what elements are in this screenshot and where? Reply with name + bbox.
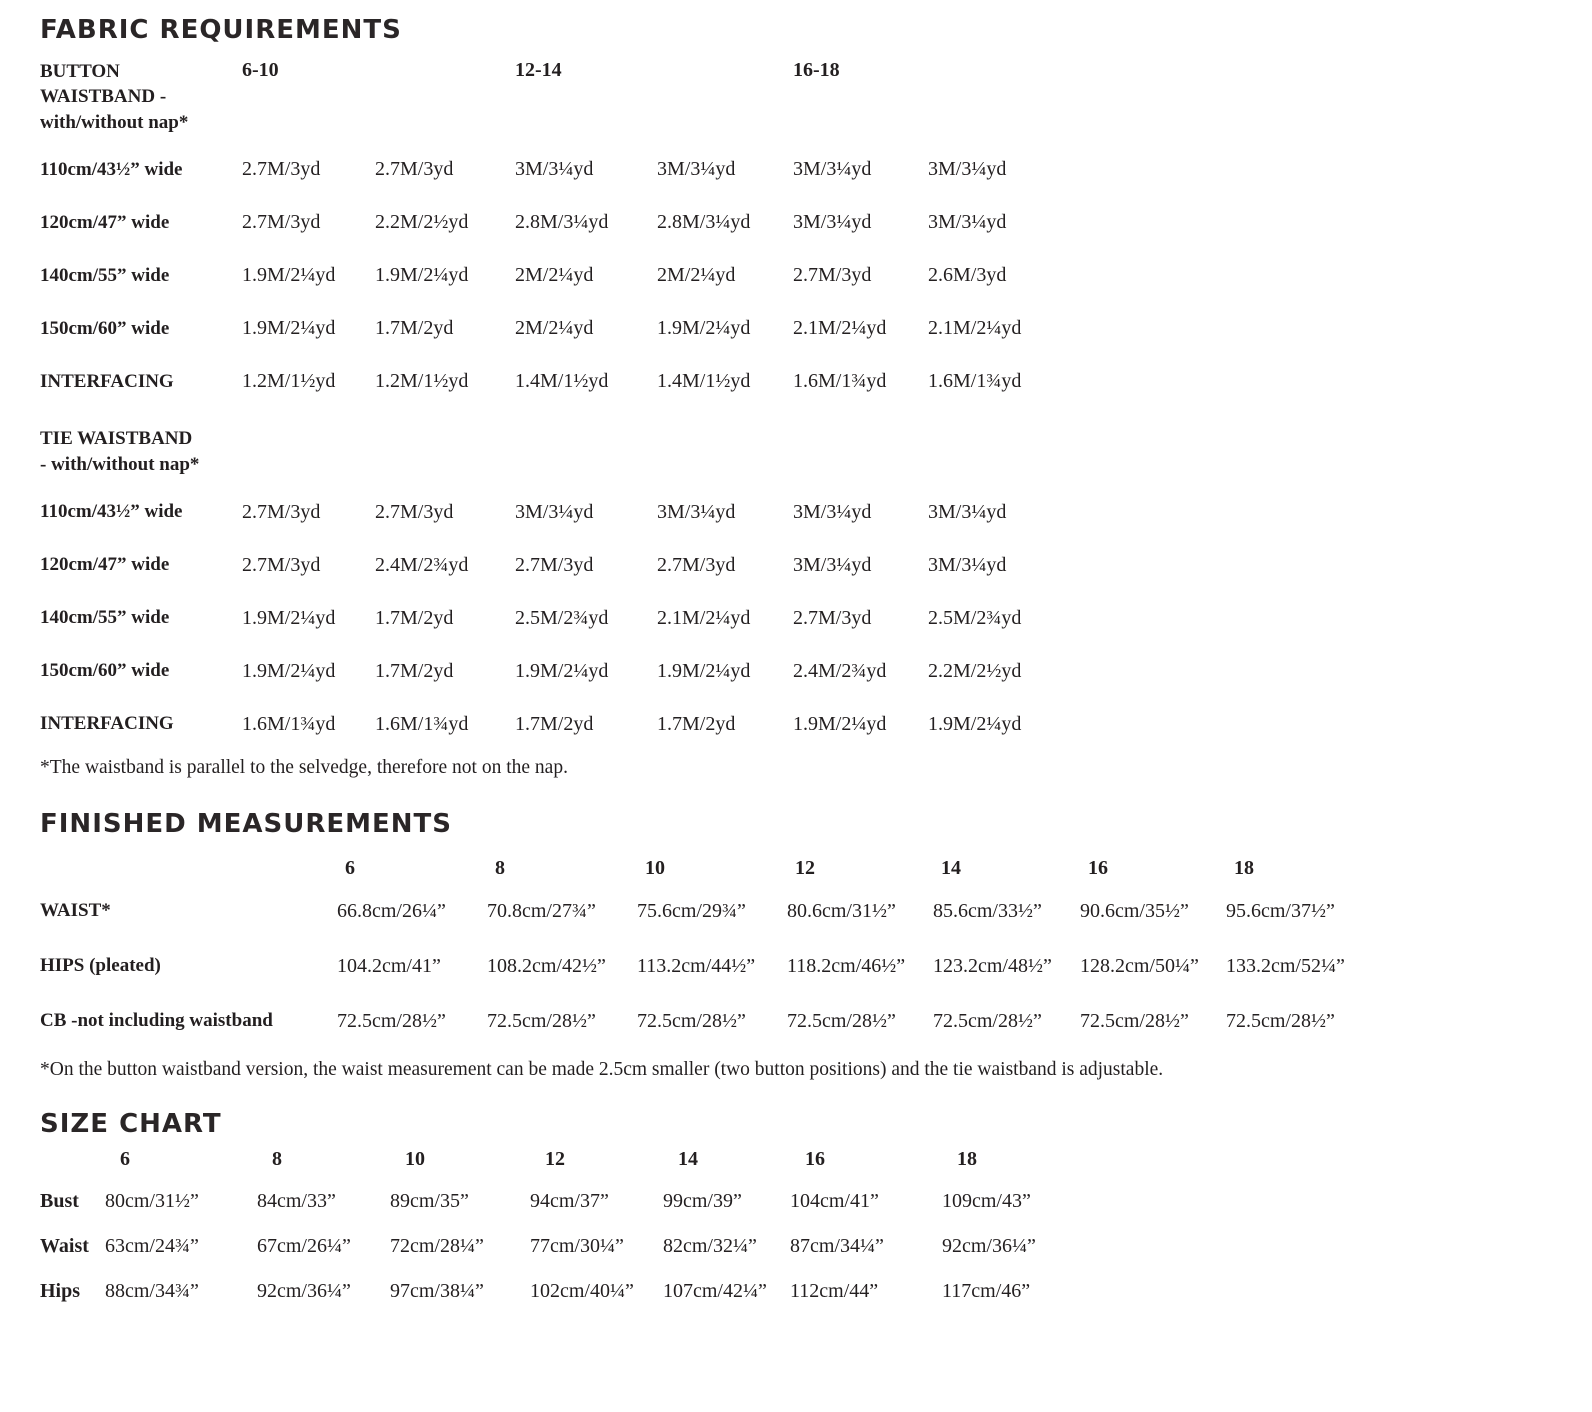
button-waistband-label [40,59,242,136]
size-header-label: 10 [645,856,665,879]
cell-value: 2.6M/3yd [928,264,1007,287]
table-row [40,939,1562,994]
size-header-label: 10 [405,1148,425,1171]
label-line: - with/without nap* [40,454,200,476]
cell-value: 112cm/44” [790,1280,879,1303]
cell-value: 1.9M/2¼yd [242,659,336,682]
cell-value: 3M/3¼yd [657,158,736,181]
cell-value: 3M/3¼yd [928,553,1007,576]
row-label: 150cm/60” wide [40,317,170,339]
cell-value: 2.2M/2½yd [375,211,469,234]
cell-value: 118.2cm/46½” [787,954,906,977]
cell-value: 92cm/36¼” [942,1235,1036,1258]
size-header-label: 12 [795,856,815,879]
cell-value: 3M/3¼yd [793,500,872,523]
row-label: CB -not including waistband [40,1010,273,1032]
cell-value: 3M/3¼yd [657,500,736,523]
cell-value: 72.5cm/28½” [487,1009,596,1032]
cell-value: 1.2M/1½yd [375,370,469,393]
row-label: 120cm/47” wide [40,211,170,233]
size-header-label: 6 [345,856,355,879]
cell-value: 1.6M/1¾yd [793,370,887,393]
size-chart-size-header-row [40,1148,1562,1171]
cell-value: 104.2cm/41” [337,954,441,977]
row-label: 140cm/55” wide [40,264,170,286]
fabric-requirements-title: FABRIC REQUIREMENTS [40,15,402,45]
cell-value: 67cm/26¼” [257,1235,351,1258]
cell-value: 2.7M/3yd [375,500,454,523]
cell-value: 1.9M/2¼yd [928,712,1022,735]
size-chart-title: SIZE CHART [40,1108,222,1139]
cell-value: 1.2M/1½yd [242,370,336,393]
cell-value: 2.7M/3yd [793,606,872,629]
cell-value: 82cm/32¼” [663,1235,757,1258]
row-label: Hips [40,1280,81,1303]
cell-value: 1.9M/2¼yd [375,264,469,287]
table-row [40,355,1562,408]
cell-value: 1.7M/2yd [657,712,736,735]
cell-value: 3M/3¼yd [928,158,1007,181]
cell-value: 2M/2¼yd [515,317,594,340]
cell-value: 72.5cm/28½” [1226,1009,1335,1032]
cell-value: 2.7M/3yd [242,553,321,576]
cell-value: 2.5M/2¾yd [515,606,609,629]
table-row [40,143,1562,196]
cell-value: 84cm/33” [257,1190,336,1213]
cell-value: 97cm/38¼” [390,1280,484,1303]
selvedge-footnote: *The waistband is parallel to the selvedge, therefore not on the nap. [40,756,568,778]
cell-value: 72cm/28¼” [390,1235,484,1258]
size-header-label: 8 [495,856,505,879]
finished-measurements-table [40,884,1562,1049]
table-row [40,1269,1562,1314]
cell-value: 1.9M/2¼yd [242,264,336,287]
cell-value: 72.5cm/28½” [1080,1009,1189,1032]
finished-measurements-size-header-row [40,857,1562,880]
table-row [40,1179,1562,1224]
size-chart-table [40,1179,1562,1314]
cell-value: 72.5cm/28½” [637,1009,746,1032]
button-waistband-table [40,143,1562,408]
cell-value: 2.4M/2¾yd [375,553,469,576]
cell-value: 3M/3¼yd [793,158,872,181]
cell-value: 70.8cm/27¾” [487,899,596,922]
table-row [40,302,1562,355]
cell-value: 1.6M/1¾yd [928,370,1022,393]
cell-value: 108.2cm/42½” [487,954,606,977]
cell-value: 2.1M/2¼yd [793,317,887,340]
cell-value: 2.7M/3yd [242,500,321,523]
cell-value: 1.7M/2yd [375,317,454,340]
cell-value: 72.5cm/28½” [337,1009,446,1032]
cell-value: 107cm/42¼” [663,1280,767,1303]
cell-value: 2.5M/2¾yd [928,606,1022,629]
table-row [40,645,1562,698]
table-row [40,592,1562,645]
cell-value: 80.6cm/31½” [787,899,896,922]
cell-value: 1.9M/2¼yd [657,317,751,340]
size-group-header-6-10: 6-10 [242,58,279,81]
cell-value: 1.7M/2yd [515,712,594,735]
cell-value: 1.9M/2¼yd [657,659,751,682]
cell-value: 2.8M/3¼yd [657,211,751,234]
cell-value: 80cm/31½” [105,1190,199,1213]
row-label: INTERFACING [40,713,174,735]
cell-value: 1.9M/2¼yd [515,659,609,682]
size-header-label: 18 [957,1148,977,1171]
cell-value: 113.2cm/44½” [637,954,756,977]
row-label: WAIST* [40,900,111,922]
cell-value: 1.6M/1¾yd [375,712,469,735]
tie-waistband-label [40,426,1562,477]
cell-value: 2.8M/3¼yd [515,211,609,234]
cell-value: 3M/3¼yd [928,211,1007,234]
header-spacer [40,1148,105,1171]
cell-value: 109cm/43” [942,1190,1031,1213]
cell-value: 2M/2¼yd [657,264,736,287]
table-row [40,1224,1562,1269]
size-header-label: 6 [120,1148,130,1171]
row-label: 120cm/47” wide [40,554,170,576]
cell-value: 3M/3¼yd [928,500,1007,523]
cell-value: 1.9M/2¼yd [242,606,336,629]
cell-value: 102cm/40¼” [530,1280,634,1303]
cell-value: 66.8cm/26¼” [337,899,446,922]
row-label: HIPS (pleated) [40,955,161,977]
cell-value: 87cm/34¼” [790,1235,884,1258]
cell-value: 1.7M/2yd [375,659,454,682]
cell-value: 117cm/46” [942,1280,1031,1303]
cell-value: 2.7M/3yd [793,264,872,287]
size-header-label: 14 [678,1148,698,1171]
cell-value: 2.7M/3yd [515,553,594,576]
tie-waistband-table [40,486,1562,751]
cell-value: 1.6M/1¾yd [242,712,336,735]
cell-value: 1.9M/2¼yd [242,317,336,340]
cell-value: 3M/3¼yd [793,553,872,576]
cell-value: 123.2cm/48½” [933,954,1052,977]
cell-value: 88cm/34¾” [105,1280,199,1303]
cell-value: 89cm/35” [390,1190,469,1213]
cell-value: 94cm/37” [530,1190,609,1213]
table-row [40,539,1562,592]
cell-value: 95.6cm/37½” [1226,899,1335,922]
cell-value: 1.4M/1½yd [657,370,751,393]
cell-value: 3M/3¼yd [515,500,594,523]
row-label: 150cm/60” wide [40,660,170,682]
cell-value: 128.2cm/50¼” [1080,954,1199,977]
cell-value: 3M/3¼yd [793,211,872,234]
cell-value: 2.7M/3yd [242,211,321,234]
row-label: 110cm/43½” wide [40,158,183,180]
cell-value: 1.7M/2yd [375,606,454,629]
row-label: 140cm/55” wide [40,607,170,629]
finished-measurements-title: FINISHED MEASUREMENTS [40,809,452,840]
row-label: INTERFACING [40,370,174,392]
cell-value: 1.4M/1½yd [515,370,609,393]
table-row [40,994,1562,1049]
label-line: BUTTON [40,60,120,82]
cell-value: 133.2cm/52¼” [1226,954,1345,977]
cell-value: 2M/2¼yd [515,264,594,287]
cell-value: 90.6cm/35½” [1080,899,1189,922]
size-header-label: 16 [1088,856,1108,879]
table-row [40,884,1562,939]
finished-measurements-section [40,808,1562,1082]
row-label: Waist [40,1235,89,1258]
cell-value: 2.7M/3yd [657,553,736,576]
label-line: WAISTBAND - [40,86,167,108]
size-chart-section [40,1108,1562,1315]
cell-value: 2.2M/2½yd [928,659,1022,682]
row-label: 110cm/43½” wide [40,501,183,523]
cell-value: 3M/3¼yd [515,158,594,181]
header-spacer [40,857,337,880]
cell-value: 75.6cm/29¾” [637,899,746,922]
table-row [40,486,1562,539]
size-header-label: 12 [545,1148,565,1171]
size-header-label: 8 [272,1148,282,1171]
table-row [40,249,1562,302]
cell-value: 92cm/36¼” [257,1280,351,1303]
cell-value: 85.6cm/33½” [933,899,1042,922]
cell-value: 72.5cm/28½” [933,1009,1042,1032]
cell-value: 99cm/39” [663,1190,742,1213]
button-waistband-header-row [40,59,1562,136]
cell-value: 104cm/41” [790,1190,879,1213]
fabric-requirements-section [40,14,1562,780]
cell-value: 63cm/24¾” [105,1235,199,1258]
cell-value: 2.4M/2¾yd [793,659,887,682]
row-label: Bust [40,1190,79,1213]
size-header-label: 16 [805,1148,825,1171]
label-line: with/without nap* [40,111,189,133]
size-header-label: 18 [1234,856,1254,879]
size-group-header-12-14: 12-14 [515,58,562,81]
cell-value: 2.1M/2¼yd [657,606,751,629]
cell-value: 2.1M/2¼yd [928,317,1022,340]
size-group-header-16-18: 16-18 [793,58,840,81]
table-row [40,196,1562,249]
cell-value: 2.7M/3yd [375,158,454,181]
cell-value: 2.7M/3yd [242,158,321,181]
waist-adjustment-footnote: *On the button waistband version, the waist measurement can be made 2.5cm smaller (two button positions) and the tie waistband is adjustable. [40,1058,1164,1080]
label-line: TIE WAISTBAND [40,428,193,450]
cell-value: 77cm/30¼” [530,1235,624,1258]
cell-value: 1.9M/2¼yd [793,712,887,735]
size-header-label: 14 [941,856,961,879]
table-row [40,698,1562,751]
cell-value: 72.5cm/28½” [787,1009,896,1032]
